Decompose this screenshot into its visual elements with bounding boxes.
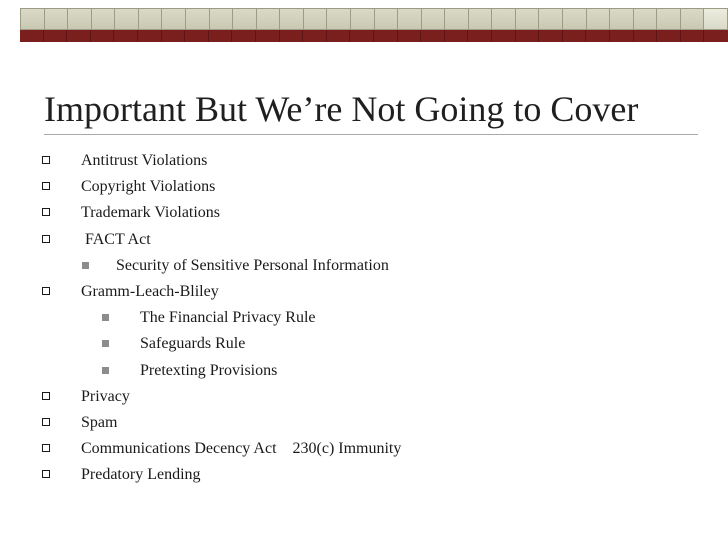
- header-band-cell: [587, 9, 611, 29]
- header-accent-bar-cell: [516, 30, 540, 42]
- header-band-cell: [398, 9, 422, 29]
- title-divider: [44, 134, 698, 135]
- header-band-cell: [610, 9, 634, 29]
- header-band-cell: [492, 9, 516, 29]
- header-accent-bar-cell: [232, 30, 256, 42]
- header-band-cell: [186, 9, 210, 29]
- header-band-cell: [162, 9, 186, 29]
- header-accent-bar-cell: [91, 30, 115, 42]
- header-accent-bar-cells: [20, 30, 728, 42]
- header-accent-bar-cell: [303, 30, 327, 42]
- header-band-cell: [327, 9, 351, 29]
- header-band: [0, 0, 728, 40]
- list-item: [0, 227, 728, 253]
- filled-square-icon: [82, 262, 89, 269]
- header-band-cell: [539, 9, 563, 29]
- hollow-square-icon: [42, 287, 50, 295]
- header-band-cell: [351, 9, 375, 29]
- hollow-square-icon: [42, 156, 50, 164]
- header-band-cell: [68, 9, 92, 29]
- header-band-cell: [115, 9, 139, 29]
- header-band-cell: [422, 9, 446, 29]
- header-accent-bar-cell: [256, 30, 280, 42]
- header-accent-bar-cell: [398, 30, 422, 42]
- header-accent-bar-cell: [67, 30, 91, 42]
- header-band-cell: [233, 9, 257, 29]
- header-accent-bar-cell: [374, 30, 398, 42]
- list-item: [0, 331, 728, 357]
- header-accent-bar-cell: [610, 30, 634, 42]
- header-accent-bar-cell: [185, 30, 209, 42]
- header-accent-bar-cell: [20, 30, 44, 42]
- header-band-grid: [20, 8, 728, 30]
- list-item-text: Privacy: [81, 388, 130, 405]
- header-band-cell: [516, 9, 540, 29]
- header-accent-bar-cell: [657, 30, 681, 42]
- list-item-text: Security of Sensitive Personal Information: [116, 257, 389, 274]
- list-item-text: The Financial Privacy Rule: [140, 309, 316, 326]
- list-item: [0, 148, 728, 174]
- header-accent-bar-cell: [350, 30, 374, 42]
- list-item: [0, 462, 728, 488]
- list-item: [0, 410, 728, 436]
- hollow-square-icon: [42, 392, 50, 400]
- list-item: [0, 305, 728, 331]
- header-accent-bar-cell: [681, 30, 705, 42]
- list-item-text: FACT Act: [81, 231, 151, 248]
- header-band-cell: [445, 9, 469, 29]
- header-accent-bar-cell: [421, 30, 445, 42]
- header-accent-bar-cell: [634, 30, 658, 42]
- list-item: [0, 200, 728, 226]
- header-accent-bar-cell: [704, 30, 728, 42]
- header-band-cell: [257, 9, 281, 29]
- filled-square-icon: [102, 340, 109, 347]
- list-item-text: Pretexting Provisions: [140, 362, 278, 379]
- filled-square-icon: [102, 314, 109, 321]
- list-item-text: Gramm-Leach-Bliley: [81, 283, 219, 300]
- list-item-text: Copyright Violations: [81, 178, 216, 195]
- header-band-cell: [304, 9, 328, 29]
- list-item: [0, 174, 728, 200]
- list-item: [0, 253, 728, 279]
- header-band-cell: [704, 9, 728, 29]
- list-item-text: Antitrust Violations: [81, 152, 208, 169]
- hollow-square-icon: [42, 208, 50, 216]
- header-accent-bar-cell: [138, 30, 162, 42]
- header-band-cell: [634, 9, 658, 29]
- header-accent-bar-cell: [586, 30, 610, 42]
- hollow-square-icon: [42, 470, 50, 478]
- header-accent-bar-cell: [563, 30, 587, 42]
- header-band-cell: [469, 9, 493, 29]
- list-item: [0, 358, 728, 384]
- header-accent-bar-cell: [162, 30, 186, 42]
- hollow-square-icon: [42, 444, 50, 452]
- hollow-square-icon: [42, 418, 50, 426]
- list-item-text: Communications Decency Act 230(c) Immunity: [81, 440, 402, 457]
- header-accent-bar-cell: [327, 30, 351, 42]
- header-band-cell: [563, 9, 587, 29]
- header-band-cell: [280, 9, 304, 29]
- header-band-cell: [375, 9, 399, 29]
- filled-square-icon: [102, 367, 109, 374]
- header-accent-bar-cell: [539, 30, 563, 42]
- list-item-text: Spam: [81, 414, 118, 431]
- header-accent-bar-cell: [492, 30, 516, 42]
- header-band-cell: [45, 9, 69, 29]
- list-item-text: Trademark Violations: [81, 204, 221, 221]
- slide-title: Important But We’re Not Going to Cover: [44, 89, 639, 129]
- header-accent-bar-cell: [468, 30, 492, 42]
- header-accent-bar-cell: [44, 30, 68, 42]
- hollow-square-icon: [42, 182, 50, 190]
- header-accent-bar-cell: [114, 30, 138, 42]
- list-item-text: Safeguards Rule: [140, 335, 246, 352]
- header-band-cell: [21, 9, 45, 29]
- list-item: [0, 384, 728, 410]
- header-band-cell: [139, 9, 163, 29]
- header-accent-bar-cell: [280, 30, 304, 42]
- header-accent-bar-cell: [209, 30, 233, 42]
- list-item-text: Predatory Lending: [81, 466, 201, 483]
- header-band-cell: [210, 9, 234, 29]
- header-accent-bar-cell: [445, 30, 469, 42]
- header-band-cell: [657, 9, 681, 29]
- header-band-cell: [681, 9, 705, 29]
- list-item: [0, 279, 728, 305]
- hollow-square-icon: [42, 235, 50, 243]
- list-item: [0, 436, 728, 462]
- header-band-cell: [92, 9, 116, 29]
